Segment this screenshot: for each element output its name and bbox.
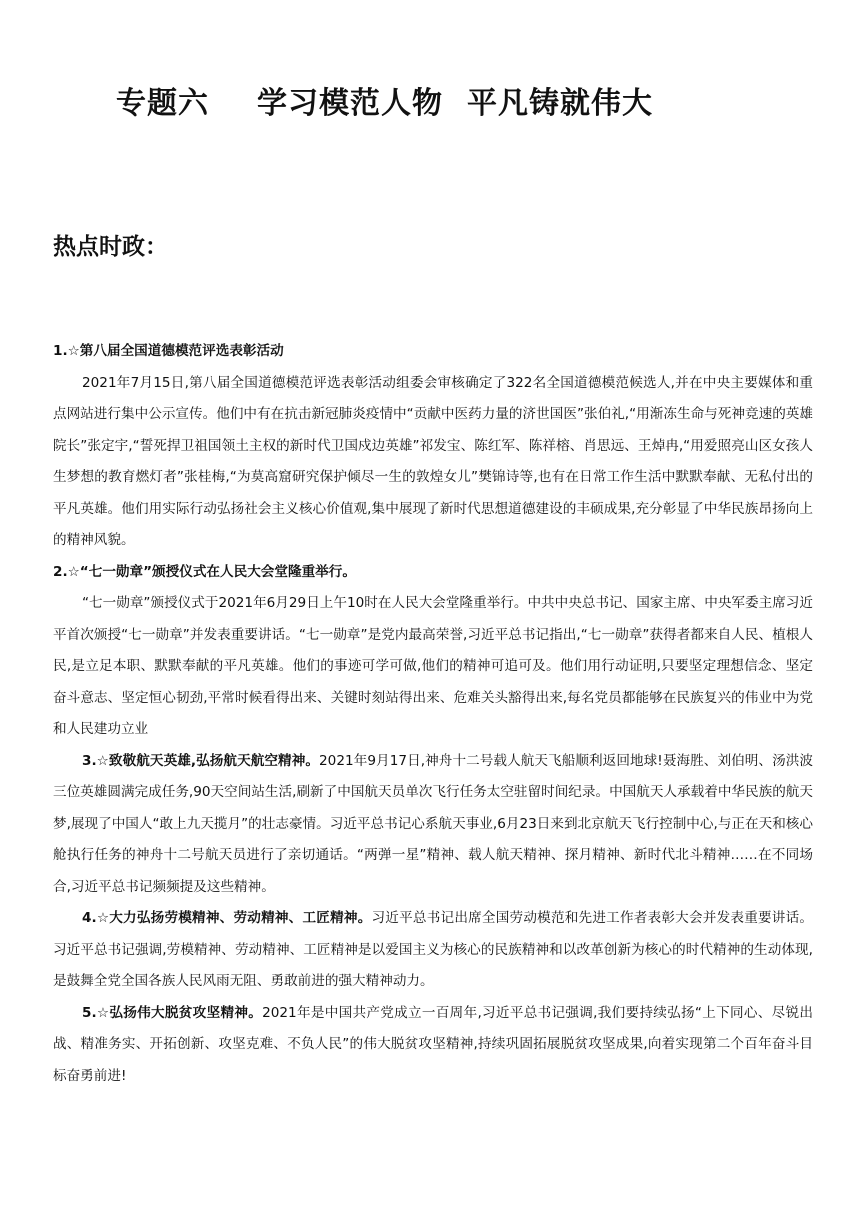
item-2-body: “七一勋章”颁授仪式于2021年6月29日上午10时在人民大会堂隆重举行。中共中央总书记、国家主席、中央军委主席习近平首次颁授“七一勋章”并发表重要讲话。“七一勋章”是党内最高荣誉,习近平总书记指出,“七一勋章”获得者都来自人民、植根人民,是立足本职、默默奉献的平凡英雄。他们的事迹可学可做,他们的精神可追可及。他们用行动证明,只要坚定理想信念、坚定奋斗意志、坚定恒心韧劲,平常时候看得出来、关键时刻站得出来、危难关头豁得出来,每名党员都能够在民族复兴的伟业中为党和人民建功立业 (53, 595, 813, 737)
item-3-heading: 3.☆致敬航天英雄,弘扬航天航空精神。 (82, 752, 320, 769)
item-4-paragraph (53, 903, 813, 998)
item-3-paragraph (53, 746, 813, 904)
content-body (53, 336, 813, 1092)
item-3-body: 2021年9月17日,神舟十二号载人航天飞船顺利返回地球!聂海胜、刘伯明、汤洪波三位英雄圆满完成任务,90天空间站生活,刷新了中国航天员单次飞行任务太空驻留时间纪录。中国航天人承载着中华民族的航天梦,展现了中国人“敢上九天揽月”的壮志豪情。习近平总书记心系航天事业,6月23日来到北京航天飞行控制中心,与正在天和核心舱执行任务的神舟十二号航天员进行了亲切通话。“两弹一星”精神、载人航天精神、探月精神、新时代北斗精神……在不同场合,习近平总书记频频提及这些精神。 (53, 752, 813, 895)
title-topic-number: 专题六 (116, 86, 209, 121)
item-5-paragraph (53, 998, 813, 1093)
item-1-heading: 1.☆第八届全国道德模范评选表彰活动 (53, 343, 284, 359)
item-1-body: 2021年7月15日,第八届全国道德模范评选表彰活动组委会审核确定了322名全国道德模范候选人,并在中央主要媒体和重点网站进行集中公示宣传。他们中有在抗击新冠肺炎疫情中“贡献中医药力量的济世国医”张伯礼,“用渐冻生命与死神竞速的英雄院长”张定宇,“誓死捍卫祖国领土主权的新时代卫国戍边英雄”祁发宝、陈红军、陈祥榕、肖思远、王焯冉,“用爱照亮山区女孩人生梦想的教育燃灯者”张桂梅,“为莫高窟研究保护倾尽一生的敦煌女儿”樊锦诗等,也有在日常工作生活中默默奉献、无私付出的平凡英雄。他们用实际行动弘扬社会主义核心价值观,集中展现了新时代思想道德建设的丰硕成果,充分彰显了中华民族昂扬向上的精神风貌。 (53, 374, 813, 548)
title-phrase-2: 平凡铸就伟大 (467, 86, 653, 121)
title-phrase-1: 学习模范人物 (257, 86, 443, 121)
item-2-heading: 2.☆“七一勋章”颁授仪式在人民大会堂隆重举行。 (53, 563, 356, 580)
item-5-body: 2021年是中国共产党成立一百周年,习近平总书记强调,我们要持续弘扬“上下同心、尽锐出战、精准务实、开拓创新、攻坚克难、不负人民”的伟大脱贫攻坚精神,持续巩固拓展脱贫攻坚成果,向着实现第二个百年奋斗目标奋勇前进! (53, 1004, 813, 1084)
section-heading: 热点时政： (53, 234, 168, 260)
item-5-heading: 5.☆弘扬伟大脱贫攻坚精神。 (82, 1004, 263, 1021)
item-4-heading: 4.☆大力弘扬劳模精神、劳动精神、工匠精神。 (82, 910, 372, 926)
item-4-body: 习近平总书记出席全国劳动模范和先进工作者表彰大会并发表重要讲话。习近平总书记强调,劳模精神、劳动精神、工匠精神是以爱国主义为核心的民族精神和以改革创新为核心的时代精神的生动体现,是鼓舞全党全国各族人民风雨无阻、勇敢前进的强大精神动力。 (53, 910, 813, 989)
page-title (116, 78, 653, 122)
